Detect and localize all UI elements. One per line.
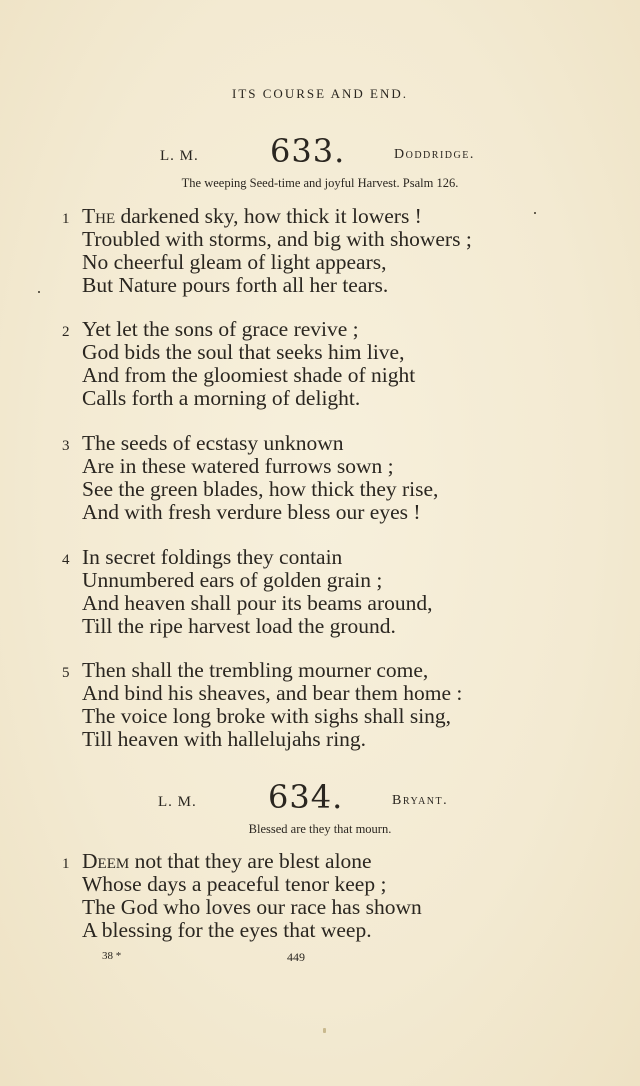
- verse-line: Then shall the trembling mourner come,: [82, 658, 429, 682]
- verse-line: Till the ripe harvest load the ground.: [82, 614, 396, 638]
- hymn-header: [0, 132, 640, 178]
- stanza-number: 4: [62, 552, 70, 568]
- verse-line: No cheerful gleam of light appears,: [82, 250, 387, 274]
- hymn-number: 633.: [270, 132, 346, 170]
- signature-mark: 38 *: [102, 950, 122, 962]
- verse-line: Yet let the sons of grace revive ;: [82, 317, 359, 341]
- hymn-header: [0, 778, 640, 824]
- hymn-meter: L. M.: [158, 794, 197, 810]
- verse-line: In secret foldings they contain: [82, 545, 343, 569]
- verse-line: The seeds of ecstasy unknown: [82, 431, 344, 455]
- verse-line: And bind his sheaves, and bear them home :: [82, 681, 463, 705]
- verse-line: See the green blades, how thick they rise,: [82, 477, 439, 501]
- paper-speck: [38, 291, 40, 293]
- hymn-author: Bryant.: [392, 793, 449, 808]
- verse-line-text: darkened sky, how thick it lowers !: [115, 204, 422, 228]
- page-number: 449: [287, 950, 305, 964]
- verse-line: The God who loves our race has shown: [82, 895, 422, 919]
- stanza-number: 5: [62, 665, 70, 681]
- paper-speck: [323, 1028, 326, 1033]
- hymn-number: 634.: [268, 778, 344, 816]
- verse-line: And with fresh verdure bless our eyes !: [82, 500, 421, 524]
- stanza-number: 3: [62, 438, 70, 454]
- verse-line-text: not that they are blest alone: [129, 849, 372, 873]
- verse-line: And heaven shall pour its beams around,: [82, 591, 433, 615]
- hymn-meter: L. M.: [160, 148, 199, 164]
- verse-line: Troubled with storms, and big with showers ;: [82, 227, 472, 251]
- verse-line: But Nature pours forth all her tears.: [82, 273, 389, 297]
- verse-line: A blessing for the eyes that weep.: [82, 918, 372, 942]
- hymn-subtitle: Blessed are they that mourn.: [248, 822, 392, 836]
- running-head: ITS COURSE AND END.: [232, 86, 408, 101]
- stanza-number: 1: [62, 211, 70, 227]
- verse-line: God bids the soul that seeks him live,: [82, 340, 405, 364]
- paper-speck: [534, 212, 536, 214]
- verse-line: And from the gloomiest shade of night: [82, 363, 416, 387]
- verse-line: Till heaven with hallelujahs ring.: [82, 727, 367, 751]
- verse-line: Whose days a peaceful tenor keep ;: [82, 872, 387, 896]
- stanza-number: 2: [62, 324, 70, 340]
- drop-word: The: [82, 204, 116, 228]
- hymn-subtitle: The weeping Seed-time and joyful Harvest. Psalm 126.: [181, 176, 459, 190]
- verse-line: The voice long broke with sighs shall sing,: [82, 704, 452, 728]
- verse-line: Are in these watered furrows sown ;: [82, 454, 394, 478]
- hymn-author: Doddridge.: [394, 147, 475, 162]
- drop-word: Deem: [82, 849, 130, 873]
- verse-line: Unnumbered ears of golden grain ;: [82, 568, 383, 592]
- verse-line: [82, 206, 422, 228]
- verse-line: Calls forth a morning of delight.: [82, 386, 361, 410]
- stanza-number: 1: [62, 856, 70, 872]
- verse-line: [82, 851, 372, 873]
